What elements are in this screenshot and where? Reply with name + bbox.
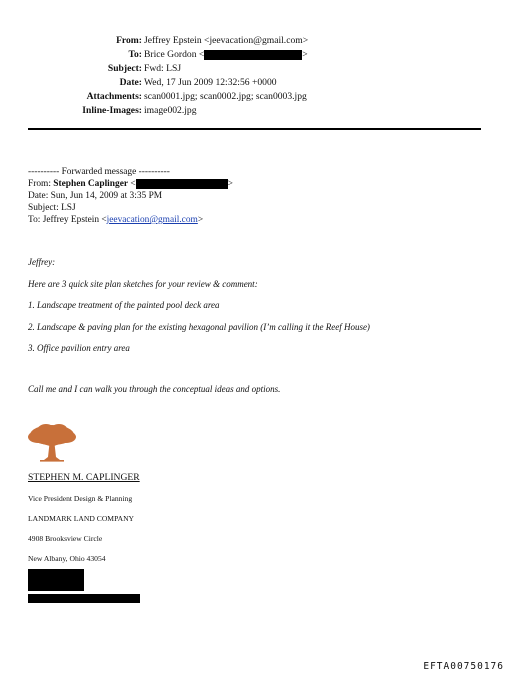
forwarded-from-label: From: bbox=[28, 179, 51, 189]
greeting: Jeffrey: bbox=[28, 257, 56, 267]
forwarded-from-open: < bbox=[128, 179, 136, 189]
signature-title: Vice President Design & Planning bbox=[28, 494, 133, 503]
attachments-label: Attachments: bbox=[86, 91, 142, 102]
from-value: Jeffrey Epstein <jeevacation@gmail.com> bbox=[144, 35, 309, 46]
forwarded-to-prefix: To: Jeffrey Epstein < bbox=[28, 215, 107, 225]
header-divider bbox=[28, 128, 481, 130]
forwarded-to bbox=[28, 214, 203, 226]
signature-name: STEPHEN M. CAPLINGER bbox=[28, 472, 140, 483]
forwarded-divider: ---------- Forwarded message ---------- bbox=[28, 167, 170, 177]
to-label: To: bbox=[128, 49, 142, 60]
inline-images-value: image002.jpg bbox=[144, 105, 197, 116]
forwarded-to-suffix: > bbox=[197, 215, 204, 225]
to-prefix: Brice Gordon < bbox=[144, 49, 205, 60]
signature-street: 4908 Brooksview Circle bbox=[28, 534, 103, 543]
signature-company: LANDMARK LAND COMPANY bbox=[28, 514, 135, 523]
list-item: 2. Landscape & paving plan for the existing hexagonal pavilion (I’m calling it the Reef House) bbox=[28, 322, 370, 332]
to-suffix: > bbox=[302, 49, 308, 60]
redaction-bar bbox=[28, 594, 140, 603]
header-to-row bbox=[0, 48, 512, 62]
header-attachments-row bbox=[0, 90, 512, 104]
forwarded-date: Date: Sun, Jun 14, 2009 at 3:35 PM bbox=[28, 191, 163, 201]
tree-logo-icon bbox=[26, 423, 78, 463]
date-label: Date: bbox=[119, 77, 142, 88]
attachments-value: scan0001.jpg; scan0002.jpg; scan0003.jpg bbox=[144, 91, 307, 102]
redaction-bar bbox=[204, 50, 302, 60]
subject-value: Fwd: LSJ bbox=[144, 63, 182, 74]
date-value: Wed, 17 Jun 2009 12:32:56 +0000 bbox=[144, 77, 277, 88]
forwarded-subject: Subject: LSJ bbox=[28, 203, 76, 213]
subject-label: Subject: bbox=[107, 63, 142, 74]
list-item: 1. Landscape treatment of the painted pool deck area bbox=[28, 300, 220, 310]
redaction-block bbox=[28, 569, 84, 591]
inline-images-label: Inline-Images: bbox=[82, 105, 142, 116]
document-id: EFTA00750176 bbox=[423, 661, 504, 672]
from-label: From: bbox=[116, 35, 142, 46]
header-date-row bbox=[0, 76, 512, 90]
header-subject-row bbox=[0, 62, 512, 76]
email-link[interactable]: jeevacation@gmail.com bbox=[106, 215, 198, 225]
header-from-row bbox=[0, 34, 512, 48]
signature-city: New Albany, Ohio 43054 bbox=[28, 554, 106, 563]
closing-text: Call me and I can walk you through the conceptual ideas and options. bbox=[28, 384, 281, 394]
forwarded-from bbox=[28, 178, 233, 190]
list-item: 3. Office pavilion entry area bbox=[28, 343, 130, 353]
to-value bbox=[144, 48, 308, 62]
intro-text: Here are 3 quick site plan sketches for your review & comment: bbox=[28, 279, 258, 289]
forwarded-from-close: > bbox=[227, 179, 233, 189]
redaction-bar bbox=[136, 179, 228, 189]
header-inline-images-row bbox=[0, 104, 512, 118]
forwarded-from-name: Stephen Caplinger bbox=[53, 179, 129, 189]
